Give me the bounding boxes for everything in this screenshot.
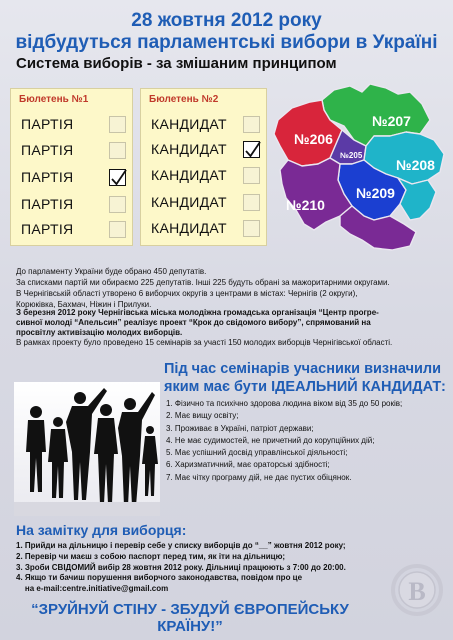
ballot-2-row	[149, 166, 260, 186]
ballot-2-row	[149, 193, 260, 213]
voter-tips-list	[16, 541, 416, 595]
heading-line: Під час семінарів учасники визначили	[164, 361, 442, 377]
title-line-2: відбудуться парламентські вибори в Україні	[15, 32, 438, 53]
district-208-east-area	[398, 178, 436, 220]
party-label: ПАРТІЯ	[21, 142, 74, 158]
vote-checkbox[interactable]	[243, 220, 260, 237]
candidate-label: КАНДИДАТ	[151, 116, 227, 132]
vote-checkbox[interactable]	[243, 167, 260, 184]
list-item: 1. Фізично та психічно здорова людина віком від 35 до 50 років;	[166, 399, 403, 408]
party-label: ПАРТІЯ	[21, 196, 74, 212]
list-item: 1. Прийди на дільницю і перевір себе у списку виборців до “__” жовтня 2012 року;	[16, 541, 346, 550]
list-item: 3. Зроби СВІДОМИЙ вибір 28 жовтня 2012 року. Дільниці працюють з 7:00 до 20:00.	[16, 562, 346, 572]
list-item: 4. Не має судимостей, не причетний до корупційних дій;	[166, 435, 375, 445]
vote-checkbox[interactable]	[243, 116, 260, 133]
vote-checkbox[interactable]	[243, 194, 260, 211]
subtitle: Система виборів - за змішаним принципом	[16, 55, 337, 72]
district-label-207: №207	[372, 113, 411, 129]
ballot-1-row	[19, 168, 126, 188]
district-label-208: №208	[396, 157, 435, 173]
ideal-candidate-list	[166, 398, 446, 484]
ballot-2-row	[149, 115, 260, 135]
project-line: сивної молоді “Апельсин” реалізує проект “Крок до свідомого вибору”, спрямований на	[16, 318, 371, 327]
oblast-districts-map	[270, 80, 448, 252]
vote-checkbox[interactable]	[109, 196, 126, 213]
list-item: 2. Перевір чи маєш з собою паспорт перед тим, як іти на дільницю;	[16, 551, 286, 561]
ballot-1-row	[19, 115, 126, 135]
checkmark-icon	[244, 142, 261, 159]
district-label-209: №209	[356, 185, 395, 201]
stats-line: В Чернігівській області утворено 6 виборчих округів з центрами в містах: Чернігів (2 округи),	[16, 289, 358, 298]
candidate-label: КАНДИДАТ	[151, 220, 227, 236]
stats-line: За списками партій ми обираємо 225 депутатів. Інші 225 будуть обрані за мажоритарними округами.	[16, 278, 390, 287]
stats-line: До парламенту України буде обрано 450 депутатів.	[16, 267, 207, 276]
ballot-2-title: Бюлетень №2	[149, 94, 219, 105]
project-line: просвітлу активізацію молодих виборців.	[16, 328, 183, 337]
orange-logo-icon	[389, 546, 447, 634]
list-item: 5. Має успішний досвід управлінської діяльності;	[166, 448, 348, 458]
ideal-candidate-heading	[164, 360, 450, 396]
district-label-206: №206	[294, 131, 333, 147]
ballot-1-row	[19, 220, 126, 240]
party-label: ПАРТІЯ	[21, 169, 74, 185]
stats-line: Корюківка, Бахмач, Ніжин і Прилуки.	[16, 300, 152, 309]
party-label: ПАРТІЯ	[21, 116, 74, 132]
list-item: 2. Має вищу освіту;	[166, 411, 239, 421]
project-line: В рамках проекту було проведено 15 семінарів за участі 150 молодих виборців Чернігівської області.	[16, 338, 393, 347]
voter-tips-heading: На замітку для виборця:	[16, 522, 187, 538]
checkmark-icon	[110, 170, 127, 187]
candidate-label: КАНДИДАТ	[151, 167, 227, 183]
list-item: 4. Якщо ти бачиш порушення виборчого законодавства, повідом про це	[16, 573, 303, 583]
list-item: на e-mail:centre.initiative@gmail.com	[16, 584, 169, 594]
district-label-205: №205	[340, 151, 363, 160]
project-line: З березня 2012 року Чернігівська міська молодіжна громадська організація “Центр прогре-	[16, 308, 379, 317]
ballot-2-row	[149, 219, 260, 239]
ballot-1-title: Бюлетень №1	[19, 94, 89, 105]
list-item: 6. Харизматичний, має ораторські здібності;	[166, 460, 330, 470]
project-description	[16, 308, 444, 348]
election-stats	[16, 266, 436, 310]
heading-line: яким має бути ІДЕАЛЬНИЙ КАНДИДАТ:	[164, 379, 446, 395]
title-line-1: 28 жовтня 2012 року	[131, 10, 322, 31]
candidate-label: КАНДИДАТ	[151, 141, 227, 157]
ballot-2-row	[149, 140, 260, 160]
district-label-210: №210	[286, 197, 325, 213]
ballot-1-row	[19, 195, 126, 215]
candidate-label: КАНДИДАТ	[151, 194, 227, 210]
list-item: 3. Проживає в Україні, патріот держави;	[166, 423, 314, 433]
vote-checkbox[interactable]	[109, 116, 126, 133]
vote-checkbox-checked[interactable]	[243, 141, 260, 158]
logo-letter: В	[408, 577, 426, 606]
vote-checkbox-checked[interactable]	[109, 169, 126, 186]
list-item: 7. Має чітку програму дій, не дає пустих обіцянок.	[166, 472, 352, 482]
vote-checkbox[interactable]	[109, 142, 126, 159]
party-label: ПАРТІЯ	[21, 221, 74, 237]
ballot-1	[10, 88, 133, 246]
ballot-1-row	[19, 141, 126, 161]
silhouettes-illustration	[14, 382, 160, 516]
vote-checkbox[interactable]	[109, 221, 126, 238]
ballot-2	[140, 88, 267, 246]
slogan: “ЗРУЙНУЙ СТІНУ - ЗБУДУЙ ЄВРОПЕЙСЬКУ КРАЇНУ!”	[31, 601, 349, 635]
